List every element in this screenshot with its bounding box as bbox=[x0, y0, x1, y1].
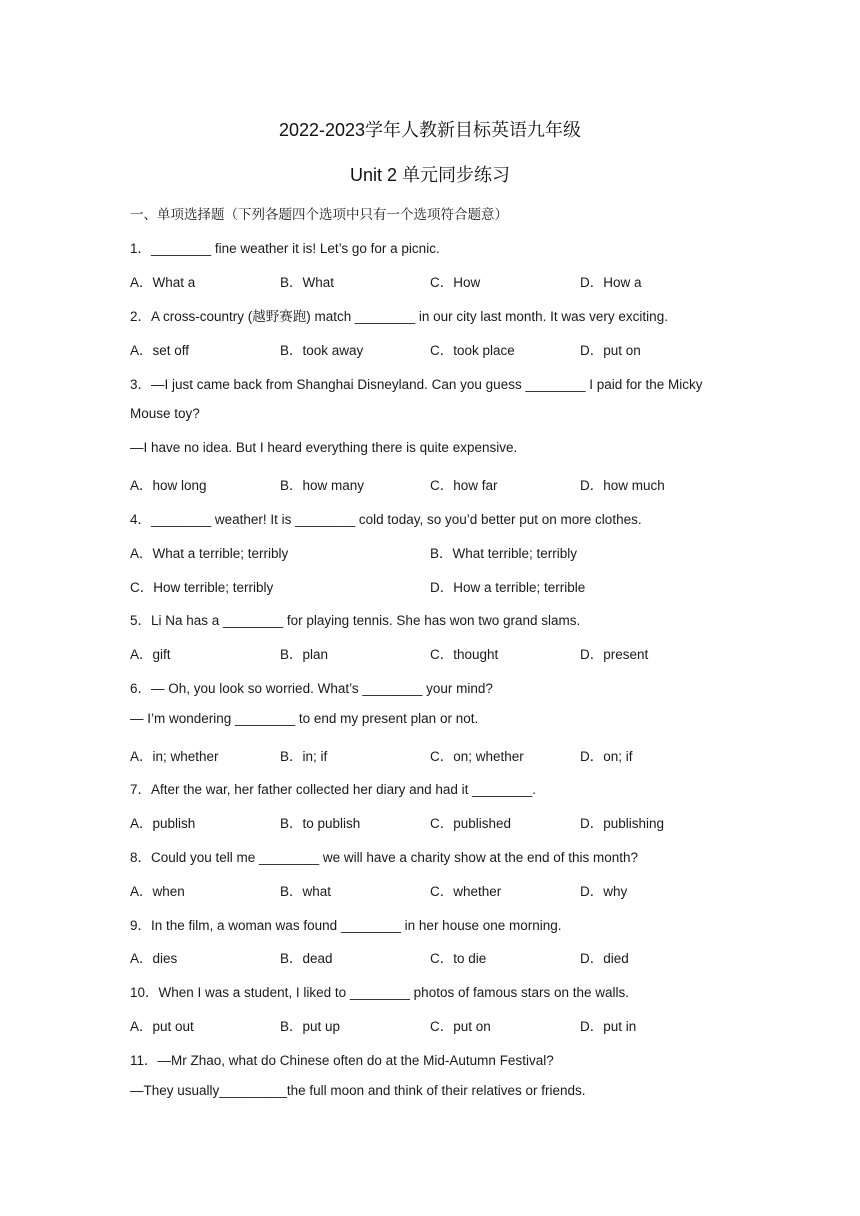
question-7-option-a: A．publish bbox=[130, 816, 196, 831]
question-5-option-b: B．plan bbox=[280, 647, 329, 662]
question-11-stem: 11．—Mr Zhao, what do Chinese often do at the Mid-Autumn Festival? bbox=[130, 1053, 554, 1068]
question-6-option-c: C．on; whether bbox=[430, 749, 524, 764]
question-1-option-c: C．How bbox=[430, 275, 481, 290]
question-2-option-c: C．took place bbox=[430, 343, 515, 358]
question-4-option-c: C．How terrible; terribly bbox=[130, 580, 274, 595]
question-6-option-b: B．in; if bbox=[280, 749, 328, 764]
question-3-option-a: A．how long bbox=[130, 478, 207, 493]
question-2-option-b: B．took away bbox=[280, 343, 364, 358]
question-3-option-b: B．how many bbox=[280, 478, 365, 493]
question-4-option-a: A．What a terrible; terribly bbox=[130, 546, 289, 561]
question-7-stem: 7．After the war, her father collected her diary and had it ________. bbox=[130, 782, 537, 797]
question-6-option-d: D．on; if bbox=[580, 749, 633, 764]
question-7-option-d: D．publishing bbox=[580, 816, 665, 831]
question-7-option-c: C．published bbox=[430, 816, 512, 831]
question-3-stem-continued: Mouse toy? bbox=[130, 406, 200, 421]
question-4-stem: 4．________ weather! It is ________ cold today, so you’d better put on more clothes. bbox=[130, 512, 642, 527]
question-5-option-c: C．thought bbox=[430, 647, 499, 662]
question-1-option-d: D．How a bbox=[580, 275, 642, 290]
question-5-option-a: A．gift bbox=[130, 647, 171, 662]
question-2-option-d: D．put on bbox=[580, 343, 641, 358]
question-10-option-d: D．put in bbox=[580, 1019, 637, 1034]
question-1-stem: 1．________ fine weather it is! Let’s go for a picnic. bbox=[130, 241, 440, 256]
question-8-option-b: B．what bbox=[280, 884, 332, 899]
question-10-option-a: A．put out bbox=[130, 1019, 194, 1034]
question-5-stem: 5．Li Na has a ________ for playing tennis. She has won two grand slams. bbox=[130, 613, 581, 628]
question-2-stem: 2．A cross-country (越野赛跑) match ________ in our city last month. It was very exciting. bbox=[130, 309, 668, 324]
document-subtitle: Unit 2 单元同步练习 bbox=[349, 165, 511, 185]
question-8-option-a: A．when bbox=[130, 884, 185, 899]
question-5-option-d: D．present bbox=[580, 647, 649, 662]
question-6-reply: — I’m wondering ________ to end my present plan or not. bbox=[130, 711, 479, 726]
question-9-option-b: B．dead bbox=[280, 951, 333, 966]
question-9-option-c: C．to die bbox=[430, 951, 487, 966]
question-11-reply: —They usually_________the full moon and think of their relatives or friends. bbox=[130, 1083, 586, 1098]
question-7-option-b: B．to publish bbox=[280, 816, 361, 831]
question-2-option-a: A．set off bbox=[130, 343, 190, 358]
question-8-stem: 8．Could you tell me ________ we will have a charity show at the end of this month? bbox=[130, 850, 639, 865]
question-6-option-a: A．in; whether bbox=[130, 749, 219, 764]
question-10-option-b: B．put up bbox=[280, 1019, 341, 1034]
question-1-option-b: B．What bbox=[280, 275, 335, 290]
question-3-option-d: D．how much bbox=[580, 478, 665, 493]
question-1-option-a: A．What a bbox=[130, 275, 196, 290]
question-3-option-c: C．how far bbox=[430, 478, 498, 493]
question-8-option-d: D．why bbox=[580, 884, 628, 899]
question-4-option-d: D．How a terrible; terrible bbox=[430, 580, 586, 595]
question-4-option-b: B．What terrible; terribly bbox=[430, 546, 578, 561]
question-9-option-a: A．dies bbox=[130, 951, 178, 966]
question-9-option-d: D．died bbox=[580, 951, 629, 966]
question-10-option-c: C．put on bbox=[430, 1019, 491, 1034]
question-6-stem: 6．— Oh, you look so worried. What’s ________ your mind? bbox=[130, 681, 493, 696]
question-3-stem: 3．—I just came back from Shanghai Disneyland. Can you guess ________ I paid for the Micky bbox=[130, 377, 703, 392]
question-3-reply: —I have no idea. But I heard everything there is quite expensive. bbox=[130, 440, 518, 455]
question-10-stem: 10．When I was a student, I liked to ________ photos of famous stars on the walls. bbox=[130, 985, 630, 1000]
question-9-stem: 9．In the film, a woman was found ________ in her house one morning. bbox=[130, 918, 562, 933]
question-8-option-c: C．whether bbox=[430, 884, 502, 899]
document-title: 2022-2023学年人教新目标英语九年级 bbox=[278, 120, 582, 140]
section-heading: 一、单项选择题（下列各题四个选项中只有一个选项符合题意） bbox=[130, 207, 508, 222]
